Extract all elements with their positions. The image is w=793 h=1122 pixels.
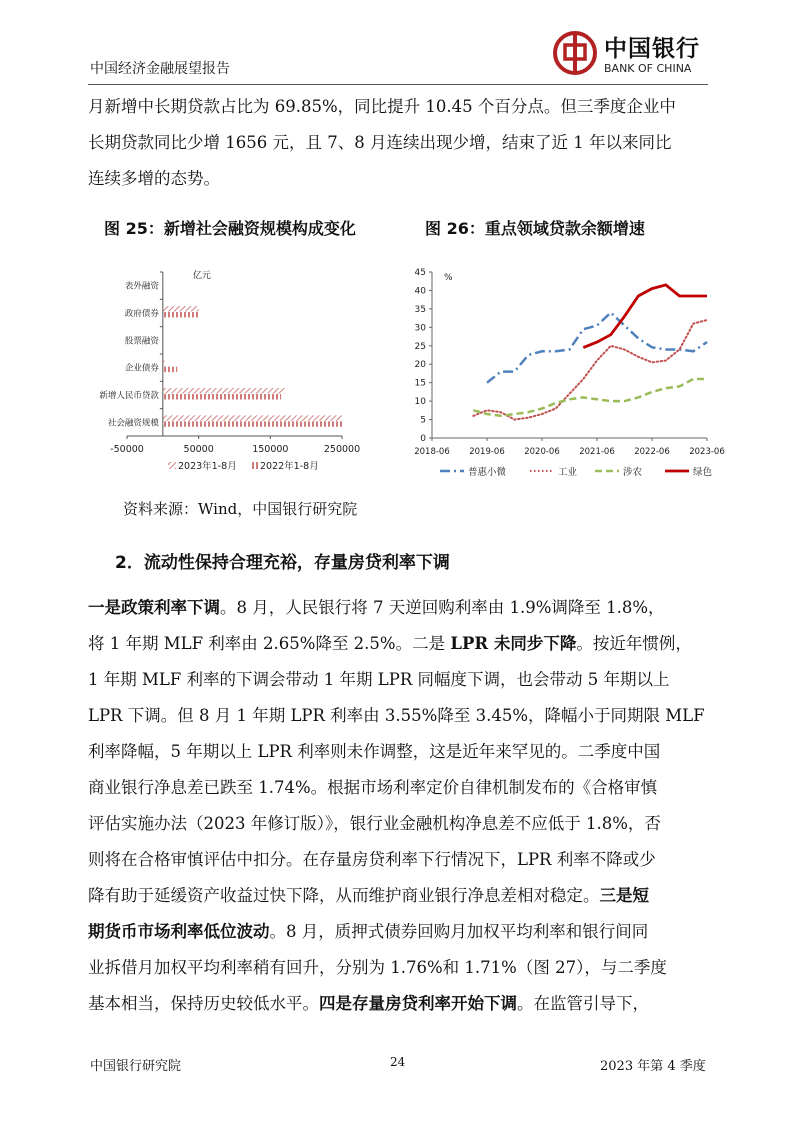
body-paragraph xyxy=(88,590,706,1022)
loan-growth-chart xyxy=(400,262,730,487)
y-tick-label: 35 xyxy=(414,304,426,315)
body-line xyxy=(88,914,706,950)
bar-2023 xyxy=(163,388,285,394)
intro-line: 长期贷款同比少增 1656 元，且 7、8 月连续出现少增，结束了近 1 年以来同比 xyxy=(88,133,672,152)
x-tick-label: 2022-06 xyxy=(634,447,670,457)
y-tick-label: 0 xyxy=(420,434,426,444)
body-line xyxy=(88,590,706,626)
y-tick-label: 5 xyxy=(420,415,426,426)
bar-2022 xyxy=(163,421,342,427)
bold-text: 期货币市场利率低位波动 xyxy=(88,922,270,941)
text-run: 业拆借月加权平均利率稍有回升，分别为 1.76%和 1.71%（图 27），与二季度 xyxy=(88,958,667,977)
bar-2023 xyxy=(163,361,165,367)
y-tick-label: 40 xyxy=(414,286,426,297)
bar-2022 xyxy=(163,367,177,373)
y-tick-label: 10 xyxy=(414,397,426,408)
text-run: 评估实施办法（2023 年修订版）》，银行业金融机构净息差不应低于 1.8%，否 xyxy=(88,814,661,833)
x-tick-label: 2020-06 xyxy=(524,447,560,457)
text-run: 利率降幅，5 年期以上 LPR 利率则未作调整，这是近年来罕见的。二季度中国 xyxy=(88,742,661,761)
bar-2022 xyxy=(163,285,164,291)
legend-swatch xyxy=(250,462,258,469)
intro-line: 连续多增的态势。 xyxy=(88,169,220,188)
legend-label: 涉农 xyxy=(623,467,643,478)
x-tick-label: 150000 xyxy=(252,444,289,455)
y-tick-label: 20 xyxy=(414,360,426,371)
series-line-dashed xyxy=(473,379,707,416)
text-run: 1 年期 MLF 利率的下调会带动 1 年期 LPR 同幅度下调，也会带动 5 年期以上 xyxy=(88,670,670,689)
y-tick-label: 25 xyxy=(414,341,426,352)
body-line xyxy=(88,806,706,842)
text-run: 。8 月，人民银行将 7 天逆回购利率由 1.9%调降至 1.8%， xyxy=(220,598,665,617)
series-line-solid xyxy=(583,285,707,348)
category-label: 股票融资 xyxy=(124,336,159,347)
x-tick-label: 50000 xyxy=(183,444,214,455)
header-divider xyxy=(88,84,708,85)
x-tick-label: 2018-06 xyxy=(414,447,450,457)
bold-text: LPR 未同步下降 xyxy=(450,634,577,653)
logo-chinese-text: 中国银行 xyxy=(604,36,700,62)
y-tick-label: 45 xyxy=(414,268,426,278)
x-tick-label: 2019-06 xyxy=(469,447,505,457)
body-line xyxy=(88,770,706,806)
intro-paragraph xyxy=(88,89,706,197)
financing-composition-chart xyxy=(80,258,380,490)
page-number: 24 xyxy=(390,1055,406,1069)
legend-label: 普惠小微 xyxy=(468,467,507,478)
bar-2022 xyxy=(163,394,281,400)
report-title: 中国经济金融展望报告 xyxy=(90,61,230,77)
body-line xyxy=(88,878,706,914)
source-note: 资料来源：Wind，中国银行研究院 xyxy=(123,500,358,518)
text-run: 将 1 年期 MLF 利率由 2.65%降至 2.5%。二是 xyxy=(88,634,451,653)
bar-2022 xyxy=(163,312,199,318)
body-line xyxy=(88,950,706,986)
series-line-dash-dot xyxy=(487,313,707,383)
x-tick-label: -50000 xyxy=(110,444,144,455)
bar-2023 xyxy=(163,415,342,421)
text-run: 则将在合格审慎评估中扣分。在存量房贷利率下行情况下，LPR 利率不降或少 xyxy=(88,850,656,869)
bar-2022 xyxy=(163,339,164,345)
text-run: 基本相当，保持历史较低水平。 xyxy=(88,994,319,1013)
bold-text: 四是存量房贷利率开始下调 xyxy=(319,994,517,1013)
category-label: 表外融资 xyxy=(124,281,159,292)
text-run: LPR 下调。但 8 月 1 年期 LPR 利率由 3.55%降至 3.45%，降幅小于同期限 MLF xyxy=(88,706,705,725)
unit-label: % xyxy=(444,273,453,283)
category-label: 企业债券 xyxy=(124,363,159,374)
body-line xyxy=(88,626,706,662)
text-run: 商业银行净息差已跌至 1.74%。根据市场利率定价自律机制发布的《合格审慎 xyxy=(88,778,658,797)
body-line xyxy=(88,662,706,698)
bold-text: 三是短 xyxy=(599,886,649,905)
text-run: 。在监管引导下， xyxy=(517,994,649,1013)
bar-2023 xyxy=(163,279,164,285)
text-run: 降有助于延缓资产收益过快下降，从而维护商业银行净息差相对稳定。 xyxy=(88,886,600,905)
body-line xyxy=(88,986,706,1022)
body-line xyxy=(88,734,706,770)
x-tick-label: 2023-06 xyxy=(689,447,725,457)
bank-logo xyxy=(552,28,712,80)
footer-publisher: 中国银行研究院 xyxy=(90,1059,182,1074)
legend-swatch xyxy=(168,462,176,469)
legend-label: 2023年1-8月 xyxy=(178,461,237,472)
legend-label: 工业 xyxy=(558,467,578,478)
legend-label: 2022年1-8月 xyxy=(260,461,319,472)
body-line xyxy=(88,842,706,878)
text-run: 。8 月，质押式债券回购月加权平均利率和银行间同 xyxy=(269,922,649,941)
category-label: 政府债券 xyxy=(124,309,159,319)
figure-26-title: 图 26：重点领域贷款余额增速 xyxy=(425,219,645,238)
text-run: 。按近年惯例， xyxy=(576,634,692,653)
category-label: 社会融资规模 xyxy=(107,418,159,429)
section-heading: 2．流动性保持合理充裕，存量房贷利率下调 xyxy=(115,553,450,573)
series-line-dotted xyxy=(473,320,707,420)
footer-issue: 2023 年第 4 季度 xyxy=(600,1059,706,1074)
unit-label: 亿元 xyxy=(192,271,211,281)
logo-english-text: BANK OF CHINA xyxy=(604,62,692,75)
boc-emblem-icon xyxy=(552,30,598,76)
y-tick-label: 15 xyxy=(414,378,426,389)
body-line xyxy=(88,698,706,734)
category-label: 新增人民币贷款 xyxy=(99,391,159,401)
x-tick-label: 250000 xyxy=(323,444,361,455)
x-tick-label: 2021-06 xyxy=(579,447,615,457)
legend-label: 绿色 xyxy=(693,467,713,478)
figure-25-title: 图 25：新增社会融资规模构成变化 xyxy=(104,219,356,238)
intro-line: 月新增中长期贷款占比为 69.85%，同比提升 10.45 个百分点。但三季度企业中 xyxy=(88,97,676,116)
bold-text: 一是政策利率下调 xyxy=(88,598,220,617)
bar-2023 xyxy=(163,306,199,312)
bar-2023 xyxy=(163,333,164,339)
y-tick-label: 30 xyxy=(414,323,426,334)
